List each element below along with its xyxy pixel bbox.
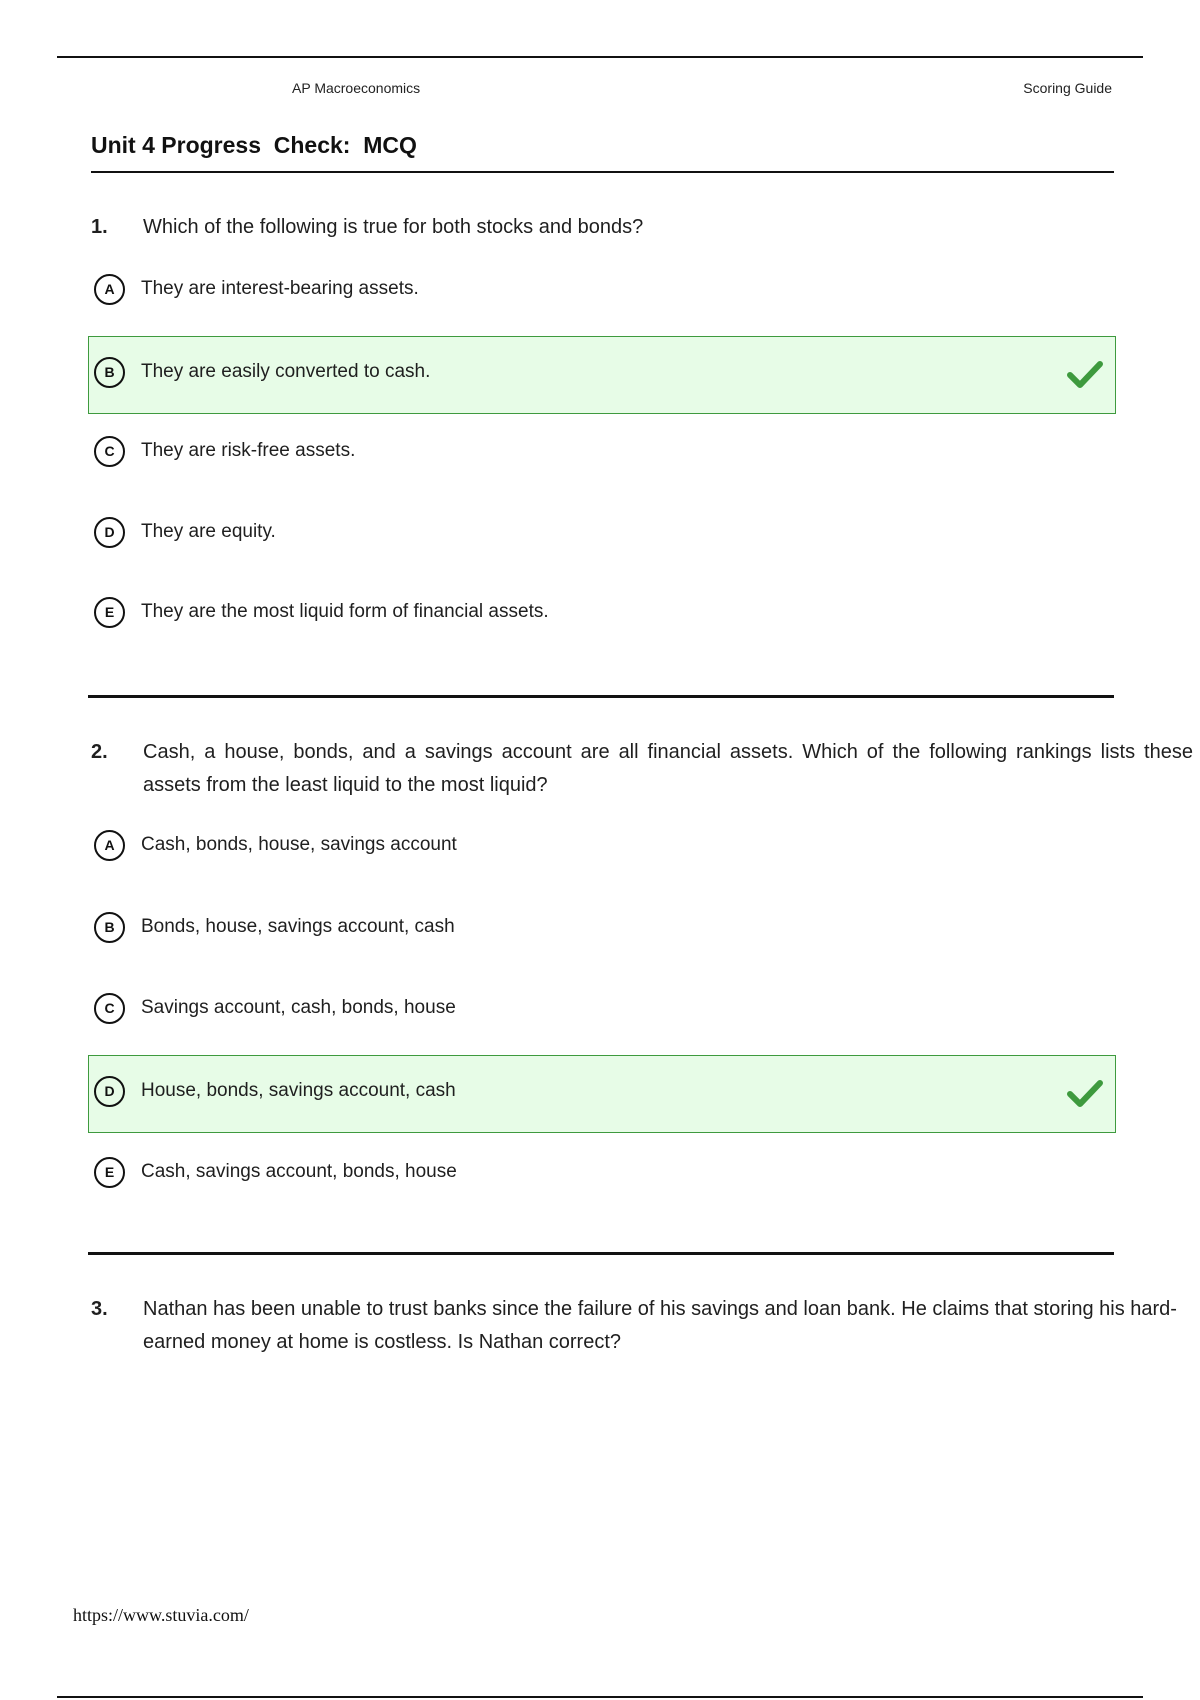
option-letter-bubble: D xyxy=(94,517,125,548)
answer-option-2a[interactable] xyxy=(88,808,1114,884)
option-letter-bubble: A xyxy=(94,274,125,305)
option-text: Cash, savings account, bonds, house xyxy=(141,1161,457,1182)
course-name: AP Macroeconomics xyxy=(292,80,421,96)
option-text: They are easily converted to cash. xyxy=(141,361,431,382)
answer-option-2b[interactable] xyxy=(88,890,1114,966)
question-divider xyxy=(88,1252,1114,1255)
question-number: 1. xyxy=(91,216,108,238)
option-text: Cash, bonds, house, savings account xyxy=(141,834,457,855)
answer-option-2d-correct[interactable] xyxy=(88,1055,1116,1133)
question-3 xyxy=(91,1293,1200,1363)
title-rule xyxy=(91,171,1114,173)
question-text: Nathan has been unable to trust banks since the failure of his savings and loan bank. He claims that storing his hard-earned money at home is costless. Is Nathan correct? xyxy=(143,1298,1177,1353)
option-letter-bubble: A xyxy=(94,830,125,861)
question-number: 2. xyxy=(91,741,108,763)
option-text: House, bonds, savings account, cash xyxy=(141,1080,456,1101)
option-text: Bonds, house, savings account, cash xyxy=(141,916,455,937)
option-letter-bubble: B xyxy=(94,357,125,388)
option-text: They are risk-free assets. xyxy=(141,440,356,461)
answer-option-1c[interactable] xyxy=(88,414,1114,490)
page-title: Unit 4 Progress Check: MCQ xyxy=(91,132,417,158)
option-letter-bubble: D xyxy=(94,1076,125,1107)
option-text: Savings account, cash, bonds, house xyxy=(141,997,456,1018)
question-text: Cash, a house, bonds, and a savings account are all financial assets. Which of the following rankings lists these assets from the least liquid to the most liquid? xyxy=(143,741,1193,796)
question-number: 3. xyxy=(91,1298,108,1320)
question-1 xyxy=(91,211,1200,251)
checkmark-icon xyxy=(1067,359,1103,389)
option-text: They are interest-bearing assets. xyxy=(141,278,419,299)
option-letter-bubble: C xyxy=(94,436,125,467)
page-bottom-rule xyxy=(57,1696,1143,1698)
answer-option-1e[interactable] xyxy=(88,575,1114,651)
answer-option-1a[interactable] xyxy=(88,252,1114,328)
option-text: They are equity. xyxy=(141,521,276,542)
answer-option-1b-correct[interactable] xyxy=(88,336,1116,414)
question-divider xyxy=(88,695,1114,698)
option-text: They are the most liquid form of financial assets. xyxy=(141,601,549,622)
scoring-guide-label: Scoring Guide xyxy=(1023,80,1112,96)
checkmark-icon xyxy=(1067,1078,1103,1108)
option-letter-bubble: B xyxy=(94,912,125,943)
option-letter-bubble: C xyxy=(94,993,125,1024)
question-2 xyxy=(91,736,1200,806)
answer-option-1d[interactable] xyxy=(88,495,1114,571)
answer-option-2c[interactable] xyxy=(88,971,1114,1047)
page-top-rule xyxy=(57,56,1143,58)
answer-option-2e[interactable] xyxy=(88,1135,1114,1211)
question-text: Which of the following is true for both stocks and bonds? xyxy=(143,216,644,238)
footer-source-url: https://www.stuvia.com/ xyxy=(73,1605,249,1625)
option-letter-bubble: E xyxy=(94,597,125,628)
option-letter-bubble: E xyxy=(94,1157,125,1188)
